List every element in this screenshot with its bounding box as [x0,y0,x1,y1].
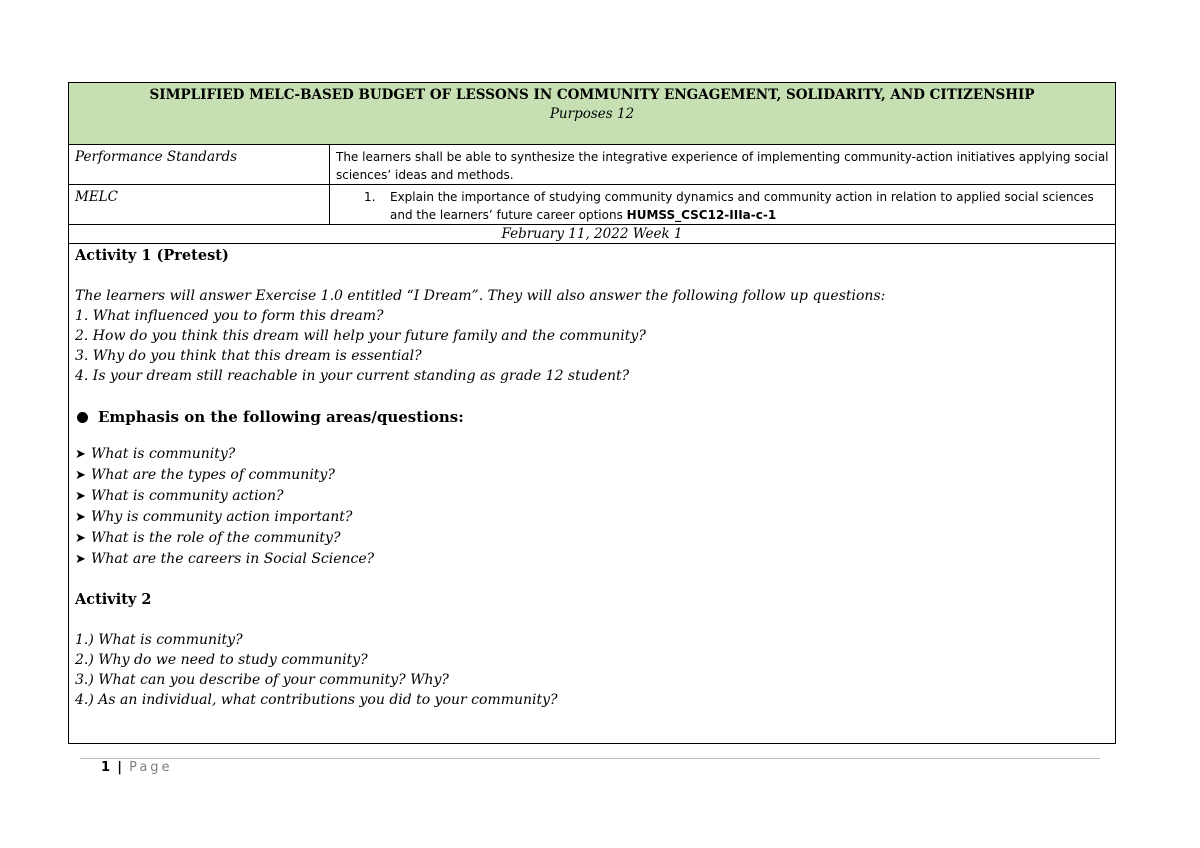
emphasis-title: Emphasis on the following areas/questions: [98,408,464,426]
activity1-question: 2. How do you think this dream will help your future family and the community? [75,328,646,344]
page-label: Page [129,760,173,775]
lesson-budget-table [68,82,1116,744]
page-number: 1 [101,760,111,775]
date-row [69,225,1116,244]
performance-standards-row [69,145,1116,185]
footer-separator: | [117,760,122,775]
emphasis-item-text: What is community action? [91,488,284,504]
footer-divider [80,758,1100,759]
activities-row [69,244,1116,744]
activity1-question: 3. Why do you think that this dream is essential? [75,348,422,364]
emphasis-item-text: What are the careers in Social Science? [91,551,375,567]
emphasis-item-text: What is the role of the community? [91,530,341,546]
performance-standards-text: The learners shall be able to synthesize the integrative experience of implementing community-action initiatives applying social sciences’ ideas and methods. [330,145,1116,185]
arrow-icon: ➤ [75,552,86,567]
document-title: SIMPLIFIED MELC-BASED BUDGET OF LESSONS IN COMMUNITY ENGAGEMENT, SOLIDARITY, AND CITIZENSHIP [149,87,1035,103]
arrow-icon: ➤ [75,489,86,504]
activity1-question: 4. Is your dream still reachable in your current standing as grade 12 student? [75,368,630,384]
activity2-question: 3.) What can you describe of your community? Why? [75,672,449,688]
emphasis-item [75,444,1109,465]
spacer [75,610,1109,630]
melc-text-wrap [390,188,1109,224]
emphasis-item-text: Why is community action important? [91,509,353,525]
spacer [75,428,1109,444]
spacer [75,386,1109,406]
activity2-title: Activity 2 [75,591,152,608]
arrow-icon: ➤ [75,468,86,483]
activity2-question: 2.) Why do we need to study community? [75,652,368,668]
activity1-question: 1. What influenced you to form this dream? [75,308,384,324]
emphasis-item [75,507,1109,528]
spacer [75,570,1109,590]
page-footer [101,760,173,775]
melc-item [336,188,1109,224]
arrow-icon: ➤ [75,510,86,525]
title-row [69,83,1116,145]
activity1-intro: The learners will answer Exercise 1.0 entitled “I Dream”. They will also answer the following follow up questions: [75,288,886,304]
date-cell: February 11, 2022 Week 1 [69,225,1116,244]
activity2-question: 4.) As an individual, what contributions you did to your community? [75,692,558,708]
emphasis-item [75,528,1109,549]
emphasis-item [75,486,1109,507]
spacer [75,266,1109,286]
emphasis-item-text: What are the types of community? [91,467,335,483]
title-cell [69,83,1116,145]
emphasis-item-text: What is community? [91,446,236,462]
performance-standards-label: Performance Standards [69,145,330,185]
melc-text: Explain the importance of studying community dynamics and community action in relation to applied social sciences and the learners’ future career options [390,190,1094,222]
melc-row [69,185,1116,225]
melc-code: HUMSS_CSC12-IIIa-c-1 [626,208,777,222]
emphasis-heading [75,406,1109,428]
melc-label: MELC [69,185,330,225]
activity1-title: Activity 1 (Pretest) [75,247,229,264]
melc-number: 1. [364,190,376,204]
arrow-icon: ➤ [75,447,86,462]
activity2-question: 1.) What is community? [75,632,243,648]
emphasis-item [75,465,1109,486]
document-subtitle: Purposes 12 [549,106,635,122]
emphasis-item [75,549,1109,570]
activities-cell [69,244,1116,744]
melc-cell [330,185,1116,225]
arrow-icon: ➤ [75,531,86,546]
bullet-icon [77,412,88,423]
